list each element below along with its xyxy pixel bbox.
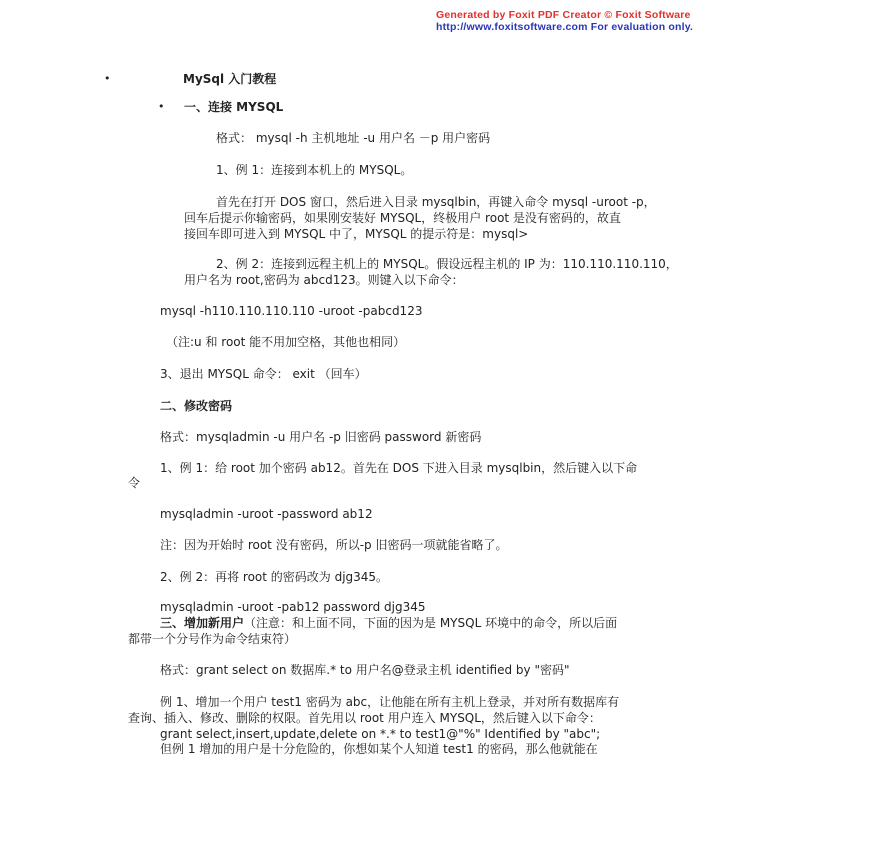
paragraph-line: 3、退出 MYSQL 命令： exit （回车） (160, 367, 367, 381)
paragraph-line: （注:u 和 root 能不用加空格，其他也相同） (166, 335, 406, 349)
paragraph-line: 1、例 1：连接到本机上的 MYSQL。 (216, 163, 413, 177)
paragraph-line: 但例 1 增加的用户是十分危险的，你想如某个人知道 test1 的密码，那么他就能在 (160, 742, 598, 756)
bullet-marker: • (104, 72, 111, 85)
paragraph-line: 2、例 2：连接到远程主机上的 MYSQL。假设远程主机的 IP 为：110.110.110.110， (216, 257, 678, 271)
section-heading-password: 二、修改密码 (160, 399, 233, 413)
paragraph-line-with-heading (160, 615, 617, 632)
code-line: mysql -h110.110.110.110 -uroot -pabcd123 (160, 304, 423, 318)
section-heading-add-user: 三、增加新用户 (160, 616, 245, 630)
paragraph-text: （注意：和上面不同，下面的因为是 MYSQL 环境中的命令，所以后面 (244, 616, 618, 630)
section-heading-connect: 一、连接 MYSQL (184, 100, 284, 114)
paragraph-line: 接回车即可进入到 MYSQL 中了，MYSQL 的提示符是：mysql> (184, 227, 529, 241)
paragraph-line: 令 (128, 476, 141, 490)
bullet-marker: • (158, 100, 165, 113)
paragraph-line: 2、例 2：再将 root 的密码改为 djg345。 (160, 570, 389, 584)
paragraph-line: 回车后提示你输密码，如果刚安装好 MYSQL，终极用户 root 是没有密码的，故直 (184, 211, 621, 225)
document-title: MySql 入门教程 (183, 72, 277, 86)
paragraph-line: 用户名为 root,密码为 abcd123。则键入以下命令： (184, 273, 464, 287)
paragraph-line: 格式： mysql -h 主机地址 -u 用户名 －p 用户密码 (216, 131, 491, 145)
paragraph-line: 注：因为开始时 root 没有密码，所以-p 旧密码一项就能省略了。 (160, 538, 508, 552)
paragraph-line: 格式：grant select on 数据库.* to 用户名@登录主机 identified by "密码" (160, 663, 570, 677)
paragraph-line: 首先在打开 DOS 窗口，然后进入目录 mysqlbin，再键入命令 mysql -uroot -p， (216, 195, 656, 209)
code-line: mysqladmin -uroot -pab12 password djg345 (160, 600, 426, 614)
paragraph-line: 格式：mysqladmin -u 用户名 -p 旧密码 password 新密码 (160, 430, 482, 444)
code-line: mysqladmin -uroot -password ab12 (160, 507, 373, 521)
code-line: grant select,insert,update,delete on *.* to test1@"%" Identified by "abc"; (160, 727, 601, 741)
paragraph-line: 查询、插入、修改、删除的权限。首先用以 root 用户连入 MYSQL，然后键入以下命令： (128, 711, 601, 725)
watermark-line-1: Generated by Foxit PDF Creator © Foxit Software (436, 9, 691, 21)
paragraph-line: 例 1、增加一个用户 test1 密码为 abc，让他能在所有主机上登录，并对所有数据库有 (160, 695, 620, 709)
foxit-watermark (436, 9, 693, 33)
paragraph-line: 都带一个分号作为命令结束符） (128, 632, 297, 646)
paragraph-line: 1、例 1：给 root 加个密码 ab12。首先在 DOS 下进入目录 mysqlbin，然后键入以下命 (160, 461, 638, 475)
watermark-line-2: http://www.foxitsoftware.com For evaluation only. (436, 21, 694, 33)
